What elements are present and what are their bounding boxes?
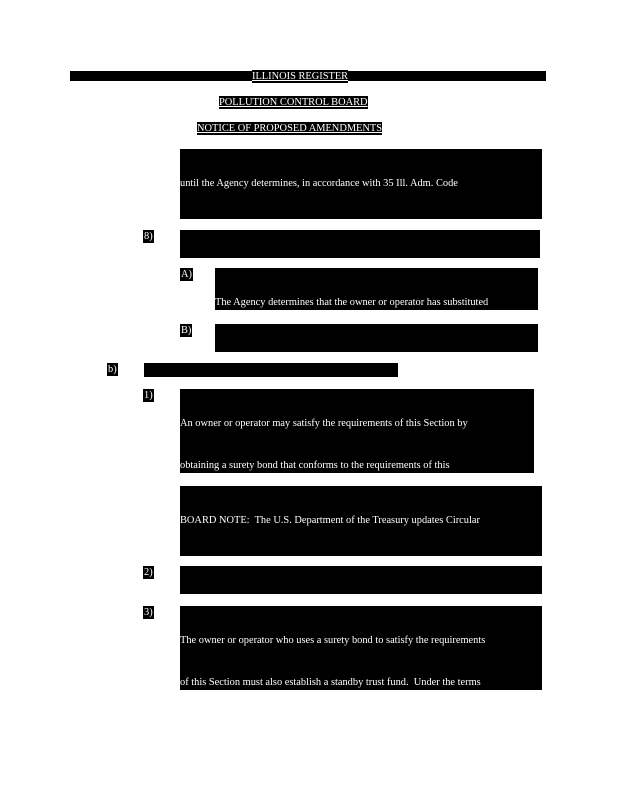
intro-line: until the Agency determines, in accordance with 35 Ill. Adm. Code xyxy=(180,178,458,189)
item-8-paragraph xyxy=(180,230,540,258)
item-1-line: An owner or operator may satisfy the requirements of this Section by xyxy=(180,418,468,429)
item-3-paragraph xyxy=(180,606,542,690)
intro-paragraph xyxy=(180,149,542,219)
item-1-paragraph xyxy=(180,389,534,473)
item-marker-b: b) xyxy=(108,364,117,375)
item-marker-3: 3) xyxy=(144,607,153,618)
item-b-paragraph xyxy=(144,363,398,377)
item-3-line: The owner or operator who uses a surety bond to satisfy the requirements xyxy=(180,635,486,646)
item-marker-B: B) xyxy=(181,325,192,336)
board-title: POLLUTION CONTROL BOARD xyxy=(219,97,368,108)
item-A-line: The Agency determines that the owner or operator has substituted xyxy=(215,297,489,308)
item-marker-A: A) xyxy=(181,269,192,280)
item-marker-2: 2) xyxy=(144,567,153,578)
item-1-line: obtaining a surety bond that conforms to the requirements of this xyxy=(180,460,450,471)
board-note-line: BOARD NOTE: The U.S. Department of the Treasury updates Circular xyxy=(180,515,480,526)
item-A-paragraph xyxy=(215,268,538,310)
notice-title: NOTICE OF PROPOSED AMENDMENTS xyxy=(197,123,383,134)
item-marker-1: 1) xyxy=(144,390,153,401)
item-marker-8: 8) xyxy=(144,231,153,242)
register-title: ILLINOIS REGISTER xyxy=(252,71,349,82)
board-note-paragraph xyxy=(180,486,542,556)
item-2-paragraph xyxy=(180,566,542,594)
item-B-paragraph xyxy=(215,324,538,352)
item-3-line: of this Section must also establish a standby trust fund. Under the terms xyxy=(180,677,481,688)
